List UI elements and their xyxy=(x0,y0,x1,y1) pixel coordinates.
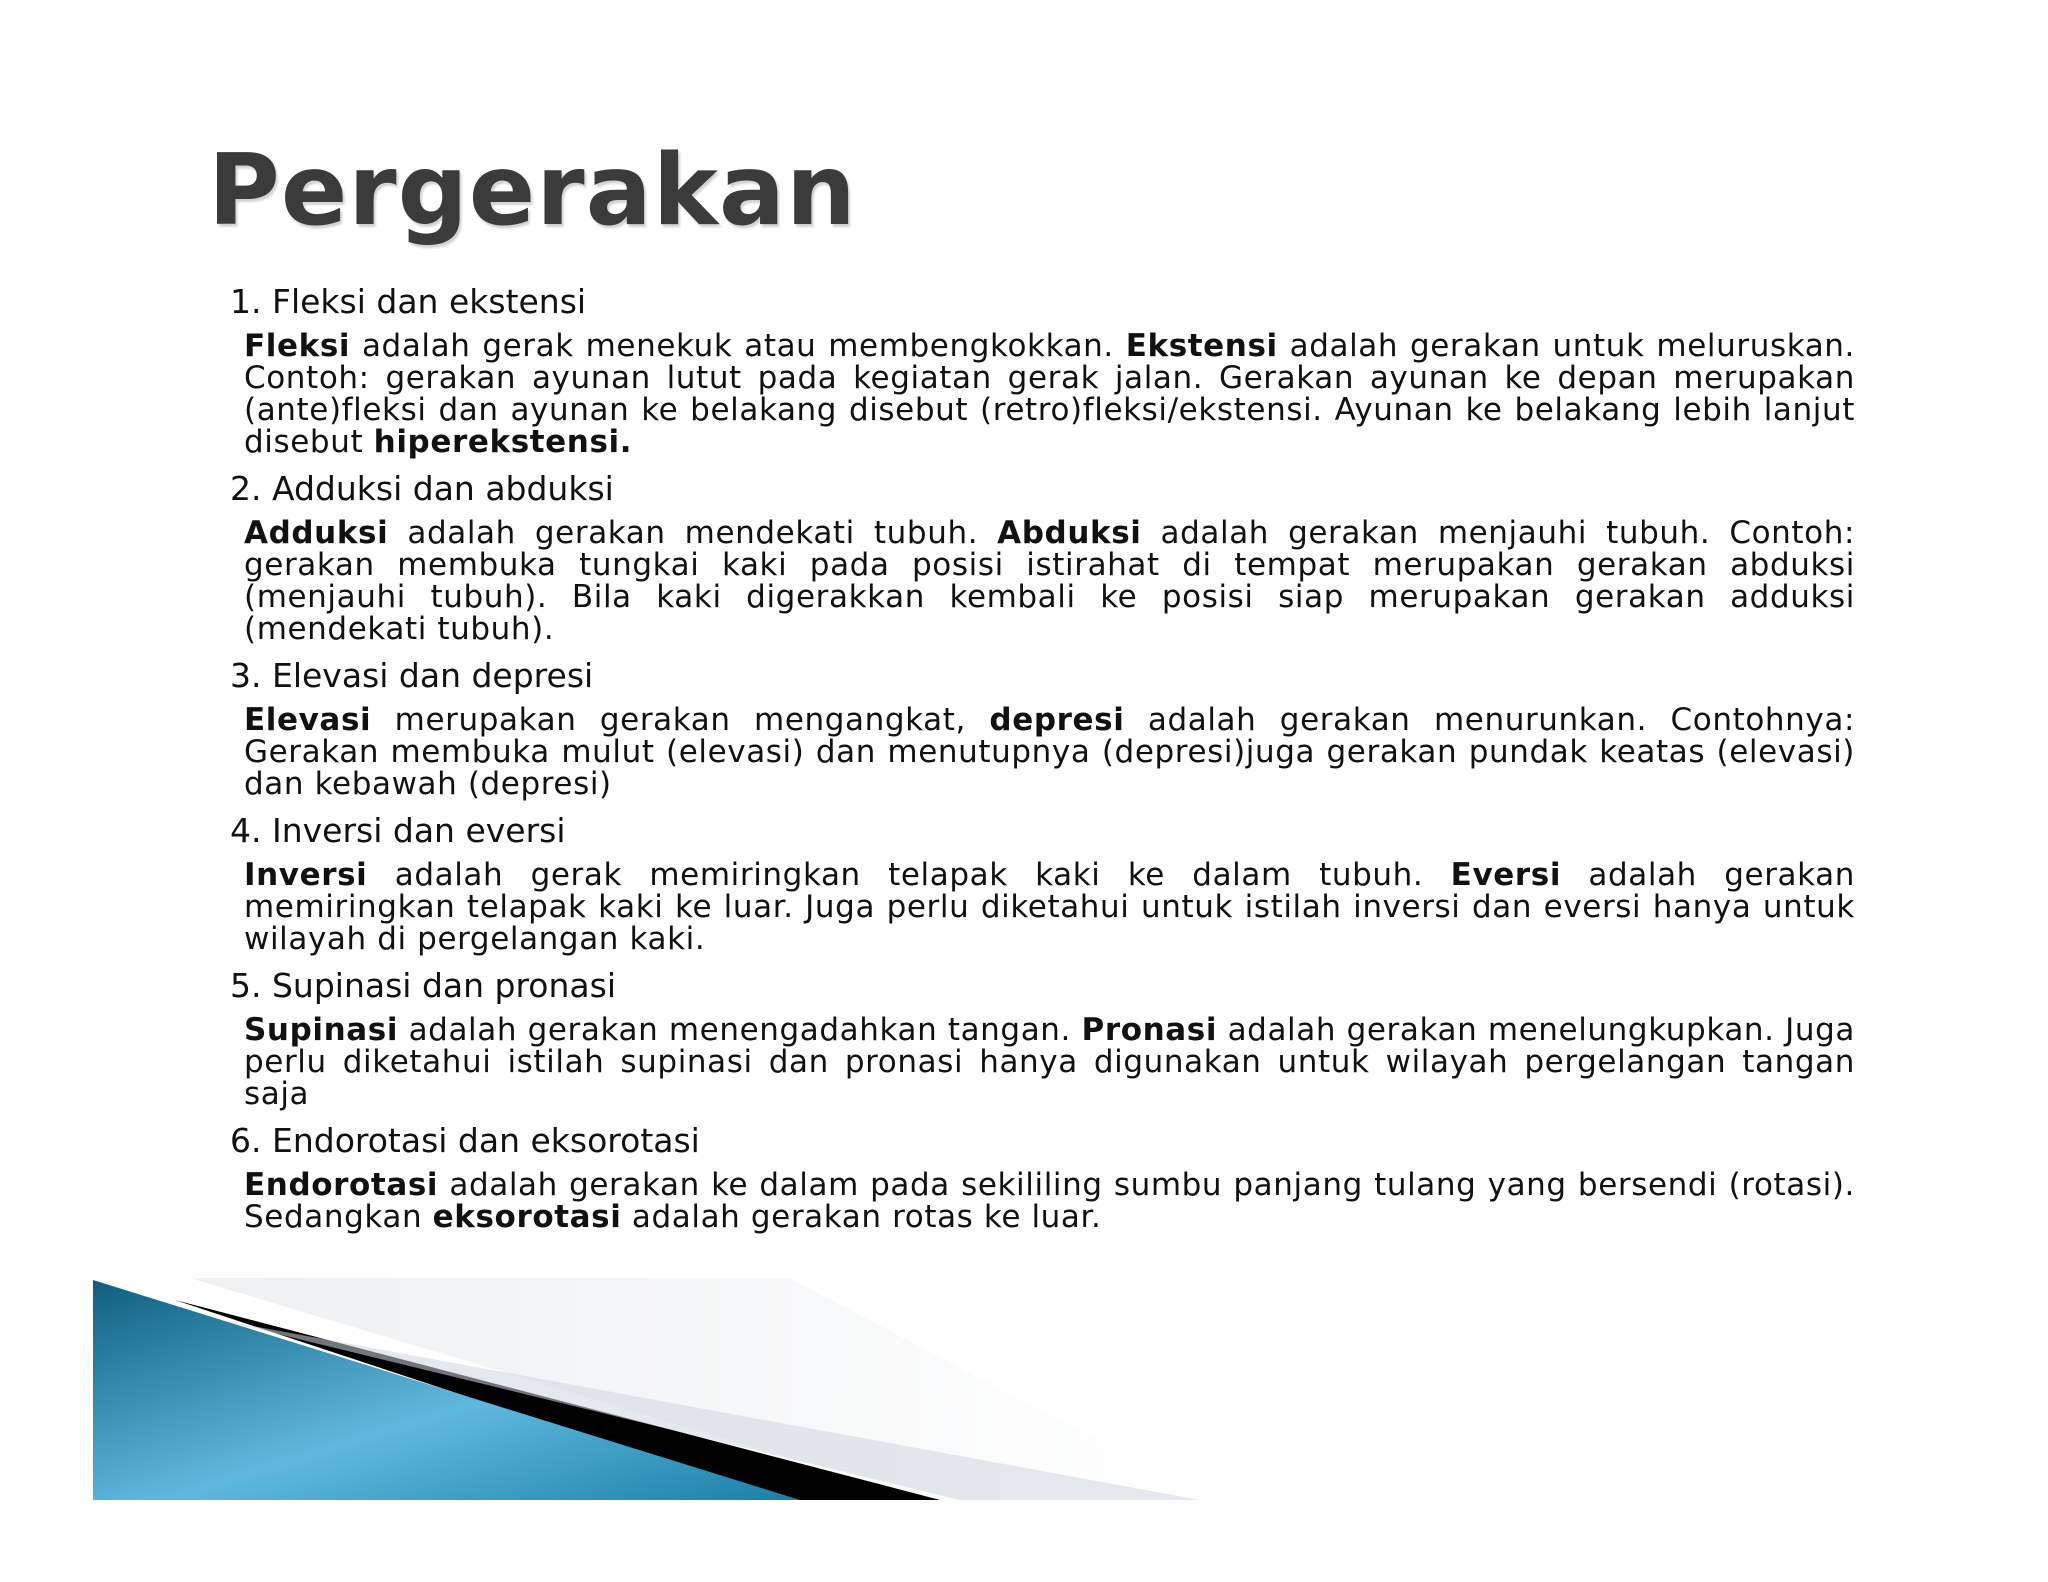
body-text: adalah gerakan menelungkupkan. Juga perlu diketahui istilah supinasi dan pronasi hanya digunakan untuk wilayah pergelangan tangan saja xyxy=(244,1012,1855,1112)
section-heading: 5. Supinasi dan pronasi xyxy=(230,966,616,1005)
section-body xyxy=(244,859,1855,955)
body-text: adalah gerak menekuk atau membengkokkan. xyxy=(350,328,1126,364)
term-bold: Eversi xyxy=(1450,857,1562,893)
term-bold: Fleksi xyxy=(244,328,351,364)
section-body xyxy=(244,1014,1855,1110)
section-heading: 6. Endorotasi dan eksorotasi xyxy=(230,1121,700,1160)
term-bold: depresi xyxy=(989,702,1125,738)
term-bold: Elevasi xyxy=(244,702,372,738)
section-elevasi-depresi xyxy=(230,656,1855,800)
black-wedge xyxy=(175,1300,940,1500)
section-heading: 4. Inversi dan eversi xyxy=(230,811,566,850)
section-supinasi-pronasi xyxy=(230,966,1855,1110)
slide-content xyxy=(230,282,1855,1244)
term-bold: hiperekstensi. xyxy=(373,424,633,460)
section-heading: 1. Fleksi dan ekstensi xyxy=(230,282,587,321)
section-heading: 3. Elevasi dan depresi xyxy=(230,656,594,695)
section-fleksi-ekstensi xyxy=(230,282,1855,458)
term-bold: Ekstensi xyxy=(1125,328,1278,364)
section-heading: 2. Adduksi dan abduksi xyxy=(230,469,614,508)
section-body xyxy=(244,704,1855,800)
body-text: adalah gerakan menjauhi tubuh. Contoh: gerakan membuka tungkai kaki pada posisi istirahat di tempat merupakan gerakan abduksi (menjauhi tubuh). Bila kaki digerakkan kembali ke posisi siap merupakan gerakan adduksi (mendekati tubuh). xyxy=(244,515,1855,647)
term-bold: Abduksi xyxy=(997,515,1142,551)
section-body xyxy=(244,330,1855,458)
body-text: adalah gerakan menengadahkan tangan. xyxy=(398,1012,1082,1048)
term-bold: Supinasi xyxy=(244,1012,399,1048)
section-endorotasi-eksorotasi xyxy=(230,1121,1855,1233)
body-text: adalah gerak memiringkan telapak kaki ke dalam tubuh. xyxy=(367,857,1451,893)
term-bold: Adduksi xyxy=(244,515,389,551)
body-text: adalah gerakan mendekati tubuh. xyxy=(388,515,998,551)
section-body xyxy=(244,1169,1855,1233)
body-text: adalah gerakan ke dalam pada sekililing sumbu panjang tulang yang bersendi (rotasi). Sedangkan xyxy=(244,1167,1855,1235)
section-adduksi-abduksi xyxy=(230,469,1855,645)
term-bold: Pronasi xyxy=(1081,1012,1218,1048)
body-text: adalah gerakan menurunkan. Contohnya: Gerakan membuka mulut (elevasi) dan menutupnya (depresi)juga gerakan pundak keatas (elevasi) dan kebawah (depresi) xyxy=(244,702,1855,802)
section-inversi-eversi xyxy=(230,811,1855,955)
body-text: adalah gerakan memiringkan telapak kaki ke luar. Juga perlu diketahui untuk istilah inversi dan eversi hanya untuk wilayah di pergelangan kaki. xyxy=(244,857,1855,957)
teal-wedge xyxy=(93,1280,800,1500)
light-wedge xyxy=(220,1320,1200,1500)
body-text: adalah gerakan rotas ke luar. xyxy=(621,1199,1102,1235)
term-bold: Endorotasi xyxy=(244,1167,439,1203)
section-body xyxy=(244,517,1855,645)
body-text: merupakan gerakan mengangkat, xyxy=(371,702,990,738)
term-bold: eksorotasi xyxy=(432,1199,622,1235)
term-bold: Inversi xyxy=(244,857,368,893)
body-text: adalah gerakan untuk meluruskan. Contoh: gerakan ayunan lutut pada kegiatan gerak jalan. Gerakan ayunan ke depan merupakan (ante)fleksi dan ayunan ke belakang disebut (retro)fleksi/ekstensi. Ayunan ke belakang lebih lanjut disebut xyxy=(244,328,1856,460)
silver-sheen xyxy=(190,1278,1210,1500)
slide-title: Pergerakan xyxy=(208,134,857,248)
